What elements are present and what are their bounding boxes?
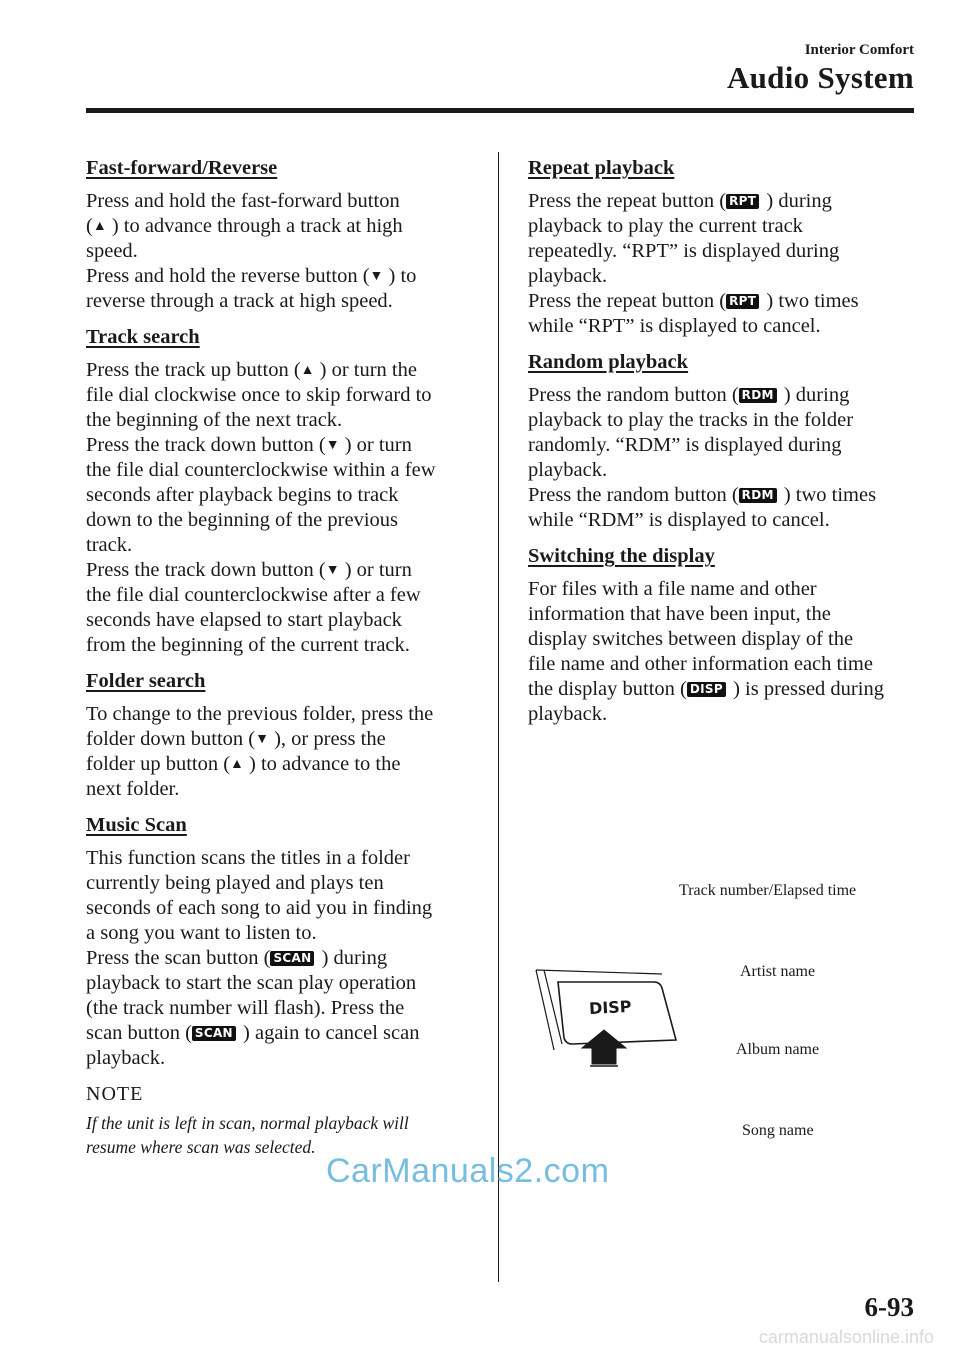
text-line: track. <box>86 534 133 556</box>
diagram-label-track: Track number/Elapsed time <box>679 882 857 899</box>
page-number: 6-93 <box>864 1292 914 1322</box>
text-line: seconds of each song to aid you in finding <box>86 897 433 919</box>
scan-button-icon: SCAN <box>192 1026 236 1041</box>
para-fast-forward <box>86 189 478 314</box>
text-line: Press and hold the fast-forward button <box>86 190 400 212</box>
text-line: (▲ ) to advance through a track at high <box>86 215 403 237</box>
text-line: Press the random button ( RDM ) during <box>528 384 850 406</box>
text-line: while “RPT” is displayed to cancel. <box>528 315 821 337</box>
text-line: playback. <box>528 703 608 725</box>
text-line: folder down button (▼ ), or press the <box>86 728 386 750</box>
watermark: CarManuals2.com <box>326 1152 610 1190</box>
rpt-button-icon: RPT <box>726 194 759 209</box>
disp-button-icon: DISP <box>687 682 726 697</box>
rdm-button-icon: RDM <box>739 388 777 403</box>
text-line: Press the repeat button ( RPT ) two times <box>528 290 859 312</box>
para-repeat-playback <box>528 189 920 339</box>
text-line: while “RDM” is displayed to cancel. <box>528 509 830 531</box>
text-line: the beginning of the next track. <box>86 409 343 431</box>
left-column <box>86 156 478 1159</box>
text-line: seconds after playback begins to track <box>86 484 399 506</box>
text-line: (the track number will flash). Press the <box>86 997 405 1019</box>
down-arrow-icon: ▼ <box>325 563 340 578</box>
diagram-label-artist: Artist name <box>740 963 816 980</box>
text-line: speed. <box>86 240 138 262</box>
note-label: NOTE <box>86 1083 144 1105</box>
para-track-search <box>86 358 478 658</box>
rpt-button-icon: RPT <box>726 294 759 309</box>
heading-fast-forward: Fast-forward/Reverse <box>86 157 278 179</box>
text-line: from the beginning of the current track. <box>86 634 410 656</box>
disp-button-diagram <box>528 960 688 1080</box>
heading-switching-display: Switching the display <box>528 545 715 567</box>
heading-repeat-playback: Repeat playback <box>528 157 675 179</box>
text-line: Press the track down button (▼ ) or turn <box>86 434 412 456</box>
text-line: randomly. “RDM” is displayed during <box>528 434 842 456</box>
text-line: Press the random button ( RDM ) two times <box>528 484 877 506</box>
text-line: To change to the previous folder, press the <box>86 703 434 725</box>
text-line: seconds have elapsed to start playback <box>86 609 402 631</box>
para-folder-search <box>86 702 478 802</box>
heading-music-scan: Music Scan <box>86 814 187 836</box>
disp-button-label: DISP <box>588 996 632 1019</box>
text-line: next folder. <box>86 778 180 800</box>
text-line: repeatedly. “RPT” is displayed during <box>528 240 840 262</box>
text-line: playback. <box>528 265 608 287</box>
footer-site: carmanualsonline.info <box>758 1327 934 1347</box>
text-line: the display button ( DISP ) is pressed during <box>528 678 884 700</box>
text-line: If the unit is left in scan, normal playback will <box>86 1113 409 1133</box>
para-music-scan <box>86 846 478 1071</box>
section-label: Interior Comfort <box>804 42 914 58</box>
text-line: playback to play the current track <box>528 215 803 237</box>
down-arrow-icon: ▼ <box>369 269 384 284</box>
text-line: For files with a file name and other <box>528 578 817 600</box>
text-line: down to the beginning of the previous <box>86 509 399 531</box>
text-line: a song you want to listen to. <box>86 922 317 944</box>
text-line: Press the track down button (▼ ) or turn <box>86 559 412 581</box>
text-line: information that have been input, the <box>528 603 831 625</box>
heading-folder-search: Folder search <box>86 670 206 692</box>
up-arrow-icon: ▲ <box>92 219 107 234</box>
text-line: folder up button (▲ ) to advance to the <box>86 753 401 775</box>
text-line: Press the track up button (▲ ) or turn the <box>86 359 417 381</box>
page-title: Audio System <box>726 60 914 95</box>
text-line: Press the scan button ( SCAN ) during <box>86 947 388 969</box>
text-line: currently being played and plays ten <box>86 872 384 894</box>
column-divider <box>498 152 499 1282</box>
text-line: playback. <box>86 1047 166 1069</box>
diagram-label-song: Song name <box>742 1122 814 1139</box>
text-line: This function scans the titles in a folder <box>86 847 410 869</box>
para-switching-display <box>528 577 920 727</box>
text-line: Press the repeat button ( RPT ) during <box>528 190 832 212</box>
diagram-label-album: Album name <box>736 1041 820 1058</box>
down-arrow-icon: ▼ <box>325 438 340 453</box>
rdm-button-icon: RDM <box>739 488 777 503</box>
text-line: display switches between display of the <box>528 628 854 650</box>
text-line: file dial clockwise once to skip forward to <box>86 384 432 406</box>
right-column <box>528 156 920 738</box>
text-line: Press and hold the reverse button (▼ ) to <box>86 265 417 287</box>
down-arrow-icon: ▼ <box>255 732 269 747</box>
text-line: playback. <box>528 459 608 481</box>
header-rule <box>86 108 914 113</box>
heading-random-playback: Random playback <box>528 351 689 373</box>
heading-track-search: Track search <box>86 326 200 348</box>
text-line: the file dial counterclockwise after a few <box>86 584 421 606</box>
text-line: playback to start the scan play operation <box>86 972 417 994</box>
text-line: file name and other information each time <box>528 653 873 675</box>
up-arrow-icon: ▲ <box>300 363 315 378</box>
up-arrow-icon: ▲ <box>230 757 244 772</box>
text-line: scan button ( SCAN ) again to cancel scan <box>86 1022 420 1044</box>
text-line: resume where scan was selected. <box>86 1137 316 1157</box>
para-random-playback <box>528 383 920 533</box>
text-line: reverse through a track at high speed. <box>86 290 393 312</box>
scan-button-icon: SCAN <box>270 951 314 966</box>
text-line: playback to play the tracks in the folder <box>528 409 854 431</box>
text-line: the file dial counterclockwise within a few <box>86 459 436 481</box>
